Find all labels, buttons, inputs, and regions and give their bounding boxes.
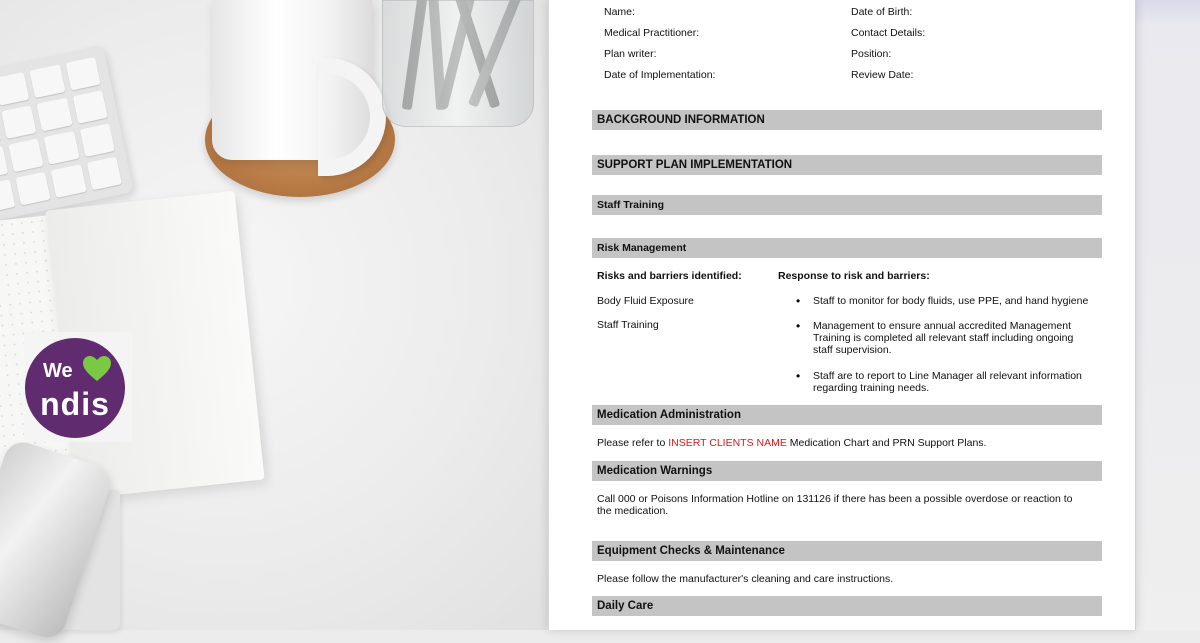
field-review-date: Review Date:	[851, 69, 914, 81]
section-daily-care: Daily Care	[592, 596, 1102, 616]
field-name: Name:	[604, 6, 635, 18]
section-staff-training: Staff Training	[592, 195, 1102, 215]
response-training-line-3: staff supervision.	[813, 344, 892, 356]
logo-ndis-text: ndis	[40, 386, 110, 422]
client-name-placeholder: INSERT CLIENTS NAME	[668, 437, 787, 449]
section-medication-administration: Medication Administration	[592, 405, 1102, 425]
field-date-of-birth: Date of Birth:	[851, 6, 913, 18]
response-training-line-1: Management to ensure annual accredited Management	[813, 320, 1071, 332]
field-contact-details: Contact Details:	[851, 27, 926, 39]
section-support-plan-implementation: SUPPORT PLAN IMPLEMENTATION	[592, 155, 1102, 175]
equipment-instructions: Please follow the manufacturer's cleaning and care instructions.	[597, 573, 894, 585]
warnings-line-1: Call 000 or Poisons Information Hotline on 131126 if there has been a possible overdose or reaction to	[597, 493, 1073, 505]
logo-we-text: We	[43, 360, 73, 382]
field-date-of-implementation: Date of Implementation:	[604, 69, 716, 81]
section-background-information: BACKGROUND INFORMATION	[592, 110, 1102, 130]
field-medical-practitioner: Medical Practitioner:	[604, 27, 700, 39]
medication-instructions	[597, 437, 986, 449]
we-love-ndis-logo	[25, 338, 125, 438]
medication-prefix: Please refer to	[597, 437, 669, 449]
field-plan-writer: Plan writer:	[604, 48, 657, 60]
right-background	[1134, 0, 1200, 630]
field-position: Position:	[851, 48, 892, 60]
bullet: •	[796, 294, 801, 308]
risk-column-header: Risks and barriers identified:	[597, 270, 742, 282]
section-risk-management: Risk Management	[592, 238, 1102, 258]
section-medication-warnings: Medication Warnings	[592, 461, 1102, 481]
medication-suffix: Medication Chart and PRN Support Plans.	[786, 437, 987, 449]
heart-icon	[83, 356, 111, 382]
response-column-header: Response to risk and barriers:	[778, 270, 930, 282]
response-training-line-2: Training is completed all relevant staff including ongoing	[813, 332, 1074, 344]
document-page	[548, 0, 1136, 630]
bullet: •	[796, 319, 801, 333]
response-report-line-1: Staff are to report to Line Manager all relevant information	[813, 370, 1082, 382]
warnings-line-2: the medication.	[597, 505, 669, 517]
response-report-line-2: regarding training needs.	[813, 382, 930, 394]
bullet: •	[796, 369, 801, 383]
glass-jar-image	[382, 0, 534, 127]
risk-body-fluid-exposure: Body Fluid Exposure	[597, 295, 694, 307]
risk-staff-training: Staff Training	[597, 319, 659, 331]
response-body-fluid: Staff to monitor for body fluids, use PPE, and hand hygiene	[813, 295, 1089, 307]
section-equipment-checks: Equipment Checks & Maintenance	[592, 541, 1102, 561]
